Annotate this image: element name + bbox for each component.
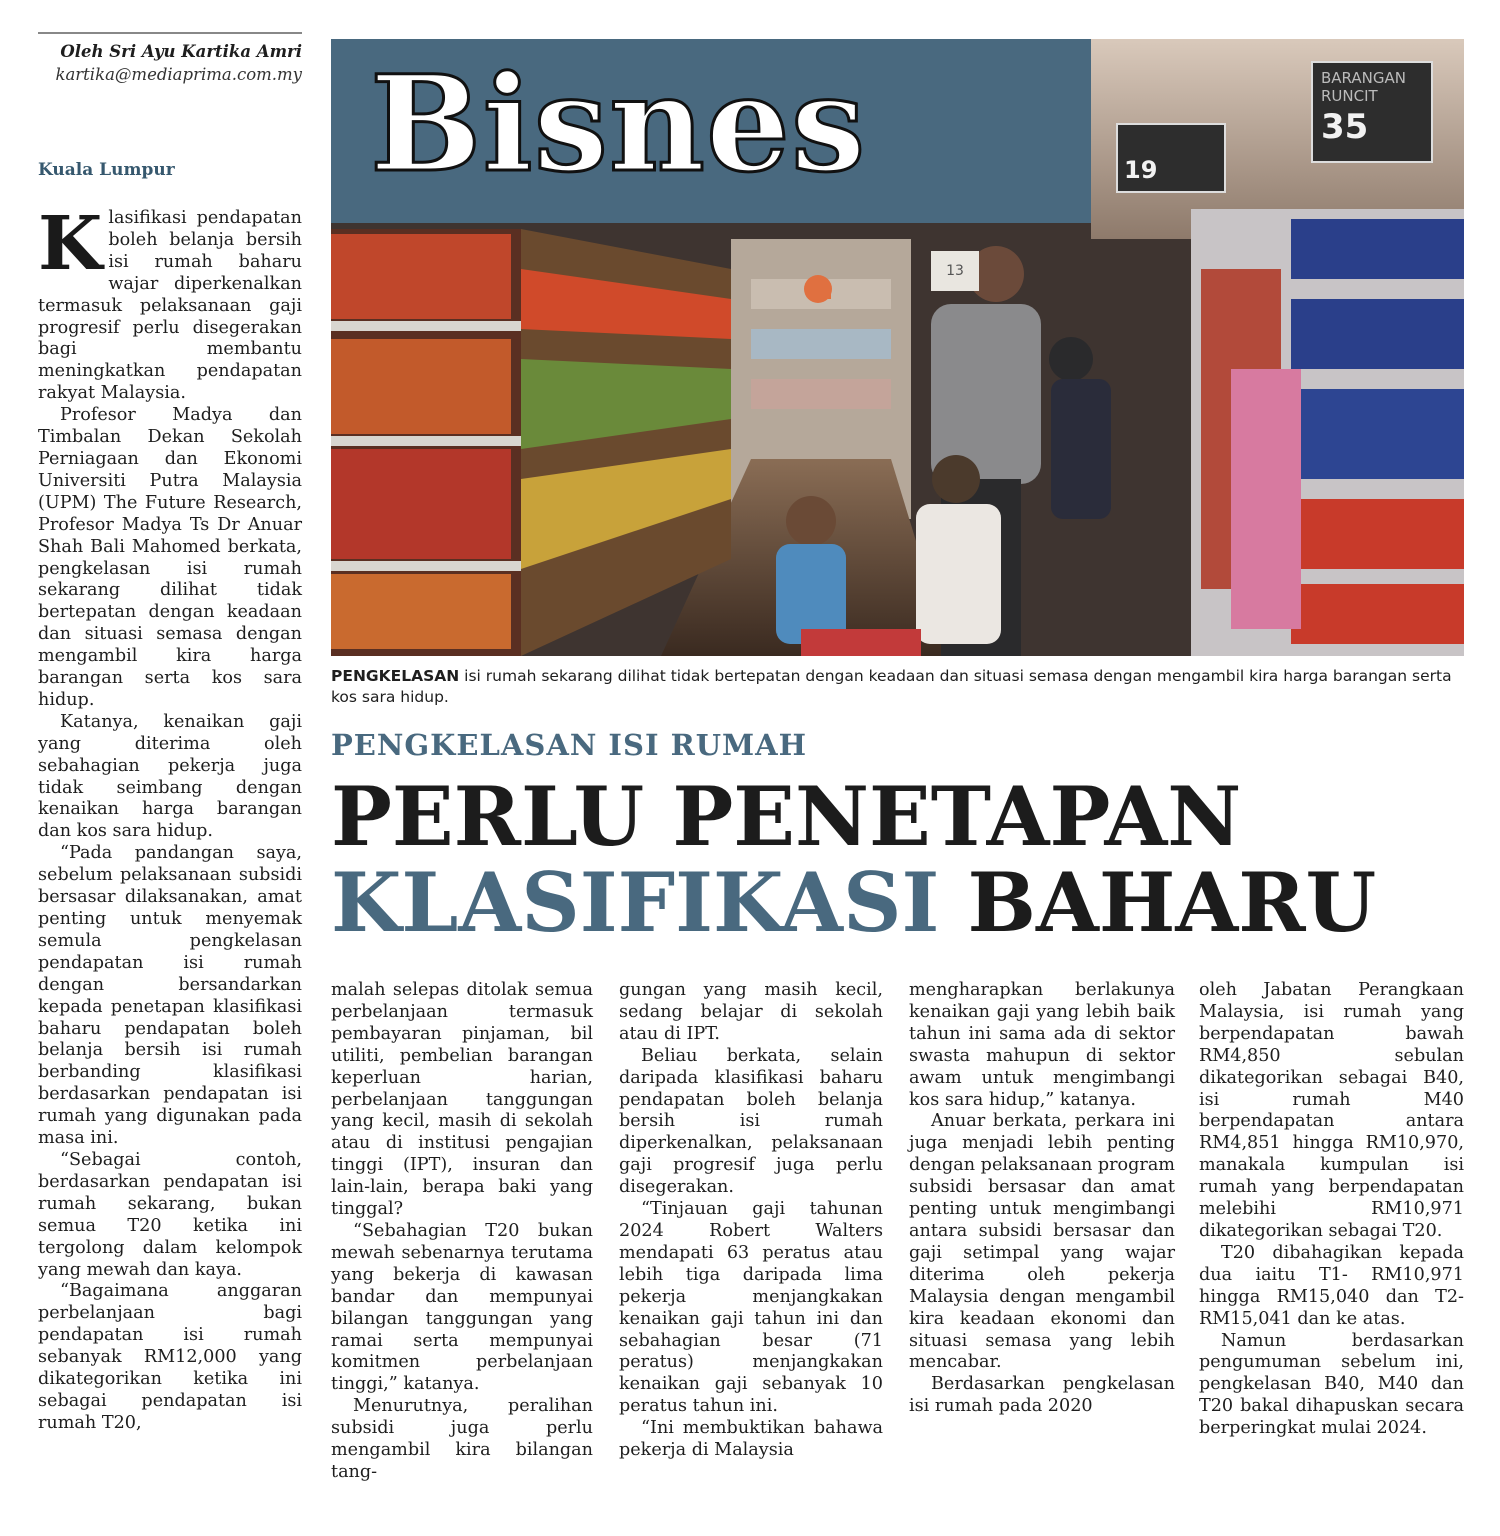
paragraph: mengharapkan berlakunya kenaikan gaji yang lebih baik tahun ini sama ada di sektor swasta mahupun di sektor awam untuk mengimbangi kos sara hidup,” katanya. [909, 980, 1175, 1110]
paragraph: oleh Jabatan Perangkaan Malaysia, isi rumah yang berpendapatan bawah RM4,850 sebulan dikategorikan sebagai B40, isi rumah M40 berpendapatan antara RM4,851 hingga RM10,970, manakala kumpulan isi rumah yang berpendapatan melebihi RM10,971 dikategorikan sebagai T20. [1199, 980, 1464, 1241]
headline-tail: BAHARU [939, 856, 1377, 951]
byline [38, 40, 302, 86]
paragraph: malah selepas ditolak semua perbelanjaan termasuk pembayaran pinjaman, bil utiliti, pembelian barangan keperluan harian, perbelanjaan tanggungan yang kecil, masih di sekolah atau di institusi pengajian tinggi (IPT), insuran dan lain-lain, berapa baki yang tinggal? [331, 980, 593, 1220]
headline-line-2 [331, 858, 1376, 950]
paragraph: Katanya, kenaikan gaji yang diterima oleh sebahagian pekerja juga tidak seimbang dengan kenaikan harga barangan dan kos sara hidup. [38, 711, 302, 842]
article-column-3 [619, 980, 883, 1462]
headline-highlight: KLASIFIKASI [331, 856, 940, 951]
sign-aisle-number: 19 [1124, 156, 1158, 184]
author-name: Oleh Sri Ayu Kartika Amri [60, 42, 302, 61]
kicker: PENGKELASAN ISI RUMAH [331, 728, 807, 762]
photo-caption [331, 666, 1464, 708]
article-column-2 [331, 980, 593, 1484]
paragraph: Profesor Madya dan Timbalan Dekan Sekolah Perniagaan dan Ekonomi Universiti Putra Malaysia (UPM) The Future Research, Profesor Madya Ts Dr Anuar Shah Bali Mahomed berkata, pengkelasan isi rumah sekarang dilihat tidak bertepatan dengan keadaan dan situasi semasa dengan mengambil kira harga barangan serta kos sara hidup. [38, 405, 302, 710]
paragraph: Anuar berkata, perkara ini juga menjadi lebih penting dengan pelaksanaan program subsidi bersasar dan amat penting untuk mengimbangi antara subsidi bersasar dan gaji setimpal yang wajar diterima oleh pekerja Malaysia dengan mengambil kira keadaan ekonomi dan situasi semasa yang lebih mencabar. [909, 1111, 1175, 1373]
paragraph: “Tinjauan gaji tahunan 2024 Robert Walters mendapati 63 peratus atau lebih tiga daripada lima pekerja menjangkakan kenaikan gaji tahun ini dan sebahagian besar (71 peratus) menjangkakan kenaikan gaji sebanyak 10 peratus tahun ini. [619, 1199, 883, 1417]
paragraph: Klasifikasi pendapatan boleh belanja bersih isi rumah baharu wajar diperkenalkan termasuk pelaksanaan gaji progresif perlu disegerakan bagi membantu meningkatkan pendapatan rakyat Malaysia. [38, 201, 302, 404]
sign-barangan: BARANGAN [1321, 69, 1406, 87]
headline-line-1: PERLU PENETAPAN [331, 770, 1242, 865]
paragraph: “Bagaimana anggaran perbelanjaan bagi pendapatan isi rumah sebanyak RM12,000 yang dikategorikan ketika ini sebagai pendapatan isi rumah T20, [38, 1281, 302, 1433]
paragraph: Namun berdasarkan pengumuman sebelum ini, pengkelasan B40, M40 dan T20 bakal dihapuskan secara berperingkat mulai 2024. [1199, 1330, 1464, 1439]
section-banner-title: Bisnes [370, 47, 867, 202]
paragraph: “Sebahagian T20 bukan mewah sebenarnya terutama yang bekerja di kawasan bandar dan mempunyai bilangan tanggungan yang ramai serta mempunyai komitmen perbelanjaan tinggi,” katanya. [331, 1220, 593, 1395]
dateline: Kuala Lumpur [38, 160, 175, 180]
caption-lead: PENGKELASAN [331, 667, 460, 685]
caption-text: isi rumah sekarang dilihat tidak bertepatan dengan keadaan dan situasi semasa dengan mengambil kira harga barangan serta kos sara hidup. [331, 667, 1452, 706]
paragraph: T20 dibahagikan kepada dua iaitu T1- RM10,971 hingga RM15,040 dan T2- RM15,041 dan ke atas. [1199, 1242, 1464, 1329]
paragraph: Beliau berkata, selain daripada klasifikasi baharu pendapatan boleh belanja bersih isi rumah diperkenalkan, pelaksanaan gaji progresif juga perlu disegerakan. [619, 1045, 883, 1198]
author-email: kartika@mediaprima.com.my [55, 65, 302, 84]
aisle-sign-19 [1116, 123, 1226, 193]
aisle-sign-13: 13 [931, 251, 979, 291]
aisle-sign-35 [1311, 61, 1433, 163]
paragraph: “Pada pandangan saya, sebelum pelaksanaan subsidi bersasar dilaksanakan, amat penting untuk menyemak semula pengkelasan pendapatan isi rumah dengan bersandarkan kepada penetapan klasifikasi baharu pendapatan boleh belanja bersih isi rumah berbanding klasifikasi berdasarkan pendapatan isi rumah yang digunakan pada masa ini. [38, 843, 302, 1149]
paragraph: “Ini membuktikan bahawa pekerja di Malaysia [619, 1418, 883, 1461]
sign-aisle-number: 35 [1321, 107, 1369, 147]
byline-rule [38, 32, 302, 34]
paragraph: Menurutnya, peralihan subsidi juga perlu mengambil kira bilangan tang- [331, 1396, 593, 1482]
sign-runcit: RUNCIT [1321, 87, 1378, 105]
article-column-4 [909, 980, 1175, 1418]
paragraph: gungan yang masih kecil, sedang belajar di sekolah atau di IPT. [619, 980, 883, 1044]
drop-cap: K [38, 201, 103, 287]
article-column-5 [1199, 980, 1464, 1440]
paragraph: “Sebagai contoh, berdasarkan pendapatan isi rumah sekarang, bukan semua T20 ketika ini tergolong dalam kelompok yang mewah dan kaya. [38, 1149, 302, 1280]
article-column-1 [38, 201, 302, 1435]
paragraph: Berdasarkan pengkelasan isi rumah pada 2020 [909, 1374, 1175, 1417]
